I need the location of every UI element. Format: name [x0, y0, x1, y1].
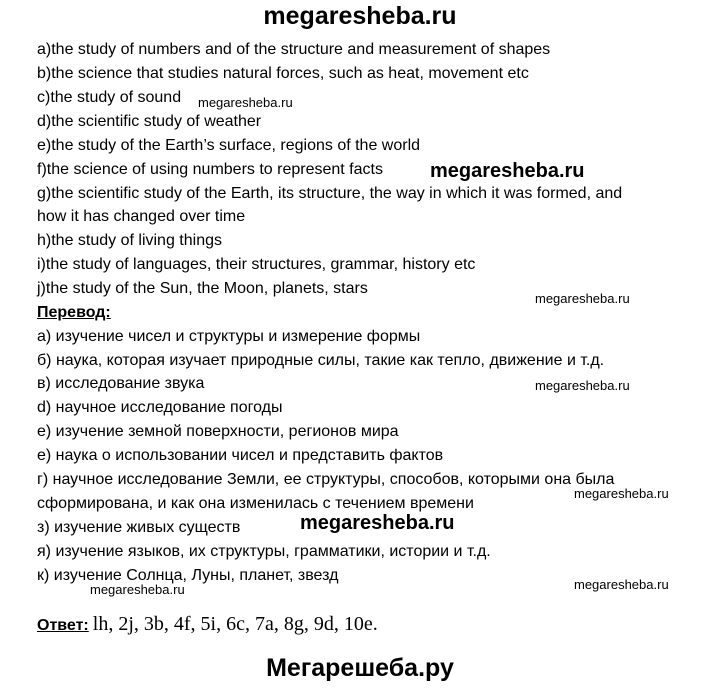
english-line-j: j)the study of the Sun, the Moon, planets, stars [37, 280, 368, 297]
english-line-h: h)the study of living things [37, 232, 222, 249]
russian-line-e: е) изучение земной поверхности, регионов мира [37, 423, 399, 440]
watermark: megaresheba.ru [574, 486, 669, 501]
russian-line-g: г) научное исследование Земли, ее структуры, способов, которыми она была [37, 471, 615, 488]
english-line-f: f)the science of using numbers to represent facts [37, 161, 383, 178]
russian-line-c: в) исследование звука [37, 375, 205, 392]
watermark: megaresheba.ru [198, 95, 293, 110]
translation-heading: Перевод: [37, 304, 111, 321]
english-line-a: a)the study of numbers and of the structure and measurement of shapes [37, 41, 551, 58]
english-line-g: g)the scientific study of the Earth, its structure, the way in which it was formed, and [37, 185, 623, 202]
russian-line-g-cont: сформирована, и как она изменилась с течением времени [37, 495, 474, 512]
english-line-b: b)the science that studies natural forces, such as heat, movement etc [37, 65, 529, 82]
answer-text: lh, 2j, 3b, 4f, 5i, 6c, 7a, 8g, 9d, 10e. [92, 613, 378, 635]
english-line-g-cont: how it has changed over time [37, 208, 246, 225]
english-line-d: d)the scientific study of weather [37, 113, 262, 130]
watermark: megaresheba.ru [430, 160, 585, 182]
watermark: megaresheba.ru [535, 291, 630, 306]
site-footer: Мегарешеба.ру [266, 654, 454, 682]
english-line-c: c)the study of sound [37, 89, 182, 106]
english-line-e: e)the study of the Earth’s surface, regions of the world [37, 137, 421, 154]
english-line-i: i)the study of languages, their structures, grammar, history etc [37, 256, 476, 273]
russian-line-a: а) изучение чисел и структуры и измерение формы [37, 328, 421, 345]
russian-line-d: d) научное исследование погоды [37, 399, 283, 416]
watermark: megaresheba.ru [90, 582, 185, 597]
watermark: megaresheba.ru [574, 577, 669, 592]
answer-row [37, 613, 378, 636]
watermark: megaresheba.ru [300, 512, 455, 534]
russian-line-i: я) изучение языков, их структуры, грамматики, истории и т.д. [37, 543, 491, 560]
watermark: megaresheba.ru [535, 378, 630, 393]
russian-line-f: е) наука о использовании чисел и представить фактов [37, 447, 444, 464]
russian-line-h: з) изучение живых существ [37, 519, 241, 536]
answer-label: Ответ: [37, 617, 89, 634]
russian-line-j: к) изучение Солнца, Луны, планет, звезд [37, 567, 339, 584]
russian-line-b: б) наука, которая изучает природные силы, такие как тепло, движение и т.д. [37, 352, 605, 369]
site-header: megaresheba.ru [263, 2, 457, 30]
